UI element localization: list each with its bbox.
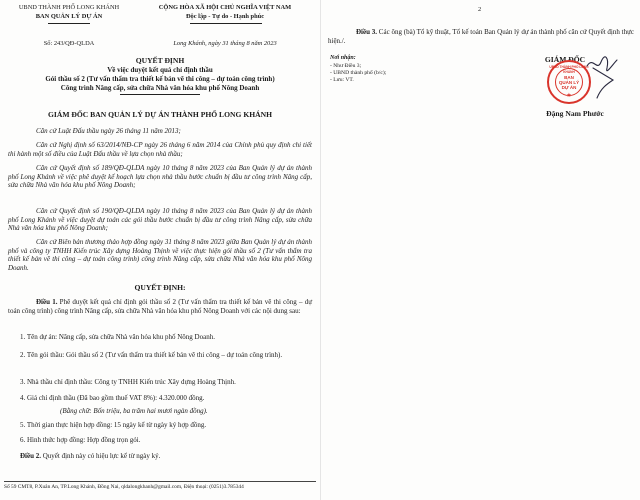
- recipient-3: - Lưu: VT.: [330, 77, 354, 83]
- basis-2: Căn cứ Nghị định số 63/2014/NĐ-CP ngày 26 tháng 6 năm 2014 của Chính phủ quy định chi tiết thi hành một số điều của Luật Đấu thầu về lựa chọn nhà thầu;: [8, 141, 312, 158]
- document-title: QUYẾT ĐỊNH: [135, 56, 185, 65]
- place-date: Long Khánh, ngày 31 tháng 8 năm 2023: [173, 40, 277, 47]
- stamp-ring-text: UBND THÀNH PHỐ LONG KHÁNH: [549, 65, 589, 74]
- article-3-label: Điều 3.: [356, 28, 378, 36]
- stamp-line-2: QUẢN LÝ: [558, 80, 580, 85]
- signer-title: GIÁM ĐỐC: [544, 55, 586, 64]
- nation-line-2: Độc lập - Tự do - Hạnh phúc: [185, 13, 265, 20]
- org-line-2: BAN QUẢN LÝ DỰ ÁN: [35, 13, 103, 20]
- article-2-text: Quyết định này có hiệu lực kể từ ngày ký.: [41, 452, 161, 460]
- article-2: [20, 452, 160, 461]
- stamp-line-1: BAN: [564, 75, 574, 80]
- basis-5: Căn cứ Biên bản thương thảo hợp đồng ngày 31 tháng 8 năm 2023 giữa Ban Quản lý dự án thành phố và công ty TNHH Kiến trúc Xây dựng Hoàng Thịnh về việc thực hiện gói thầu số 2 (Tư vấn thẩm tra thiết kế bản vẽ thi công – dự toán công trình) công trình Nâng cấp, sửa chữa Nhà văn hóa khu phố Nông Doanh.: [8, 238, 312, 272]
- subject-underline: [120, 94, 200, 95]
- subject-line-2: Gói thầu số 2 (Tư vấn thẩm tra thiết kế bản vẽ thi công – dự toán công trình): [45, 75, 275, 83]
- stamp-line-3: DỰ ÁN: [561, 85, 577, 90]
- org-line-1: UBND THÀNH PHỐ LONG KHÁNH: [18, 4, 120, 11]
- item-2: 2. Tên gói thầu: Gói thầu số 2 (Tư vấn thẩm tra thiết kế bản vẽ thi công – dự toán công trình).: [20, 351, 283, 359]
- stamp-star-icon: ★: [566, 93, 572, 99]
- item-3: 3. Nhà thầu chỉ định thầu: Công ty TNHH Kiến trúc Xây dựng Hoàng Thịnh.: [20, 378, 236, 386]
- recipients-title: Nơi nhận:: [330, 55, 356, 61]
- article-3-text: Các ông (bà) Tổ kỹ thuật, Tổ kế toán Ban Quản lý dự án thành phố căn cứ Quyết định thực hiện./.: [328, 28, 634, 45]
- nation-line-1: CỘNG HÒA XÃ HỘI CHỦ NGHĨA VIỆT NAM: [158, 4, 292, 11]
- item-4: 4. Giá chỉ định thầu (Đã bao gồm thuế VAT 8%): 4.320.000 đồng.: [20, 394, 205, 402]
- subject-line-3: Công trình Nâng cấp, sửa chữa Nhà văn hóa khu phố Nông Doanh: [60, 84, 260, 92]
- article-1-text: Phê duyệt kết quả chỉ định gói thầu số 2 (Tư vấn thẩm tra thiết kế bản vẽ thi công – dự toán công trình) công trình Nâng cấp, sửa chữa Nhà văn hóa khu phố Nông Doanh với các nội dung sau:: [8, 298, 312, 315]
- basis-4: Căn cứ Quyết định số 190/QĐ-QLDA ngày 10 tháng 8 năm 2023 của Ban Quản lý dự án thành phố Long Khánh về việc duyệt dự toán các gói thầu bước chuẩn bị đầu tư công trình Nâng cấp, sửa chữa Nhà văn hóa khu phố Nông Doanh;: [8, 207, 312, 232]
- signer-name: Đặng Nam Phước: [546, 109, 604, 118]
- org-underline: [48, 23, 90, 24]
- item-6: 6. Hình thức hợp đồng: Hợp đồng trọn gói.: [20, 436, 141, 444]
- item-5: 5. Thời gian thực hiện hợp đồng: 15 ngày kể từ ngày ký hợp đồng.: [20, 421, 207, 429]
- subject-line-1: Về việc duyệt kết quả chỉ định thầu: [107, 66, 213, 74]
- article-1: [8, 298, 312, 315]
- page-number: 2: [478, 6, 482, 13]
- footer-address: Số 59 CMT8, P.Xuân An, TP.Long Khánh, Đồng Nai, qldalongkhanh@gmail.com, Điện thoại: (0251)3.785344: [4, 484, 244, 490]
- article-2-label: Điều 2.: [20, 452, 41, 460]
- basis-3: Căn cứ Quyết định số 189/QĐ-QLDA ngày 10 tháng 8 năm 2023 của Ban Quản lý dự án thành phố Long Khánh về việc phê duyệt kế hoạch lựa chọn nhà thầu bước chuẩn bị đầu tư công trình Nâng cấp, sửa chữa Nhà văn hóa khu phố Nông Doanh;: [8, 164, 312, 189]
- document-number: Số: 243/QĐ-QLDA: [43, 40, 95, 47]
- basis-1: Căn cứ Luật Đấu thầu ngày 26 tháng 11 năm 2013;: [36, 127, 181, 135]
- recipient-2: - UBND thành phố (b/c);: [330, 70, 387, 76]
- authority-heading: GIÁM ĐỐC BAN QUẢN LÝ DỰ ÁN THÀNH PHỐ LONG KHÁNH: [47, 110, 273, 119]
- recipient-1: - Như Điều 3;: [330, 63, 362, 69]
- footer-divider: [4, 481, 316, 482]
- amount-in-words: (Bằng chữ: Bốn triệu, ba trăm hai mươi ngàn đồng).: [60, 407, 208, 415]
- nation-underline: [190, 23, 262, 24]
- signature-icon: [583, 54, 623, 104]
- article-3: [328, 28, 634, 45]
- item-1: 1. Tên dự án: Nâng cấp, sửa chữa Nhà văn hóa khu phố Nông Doanh.: [20, 333, 215, 341]
- decision-heading: QUYẾT ĐỊNH:: [134, 283, 186, 292]
- article-1-label: Điều 1.: [36, 298, 58, 306]
